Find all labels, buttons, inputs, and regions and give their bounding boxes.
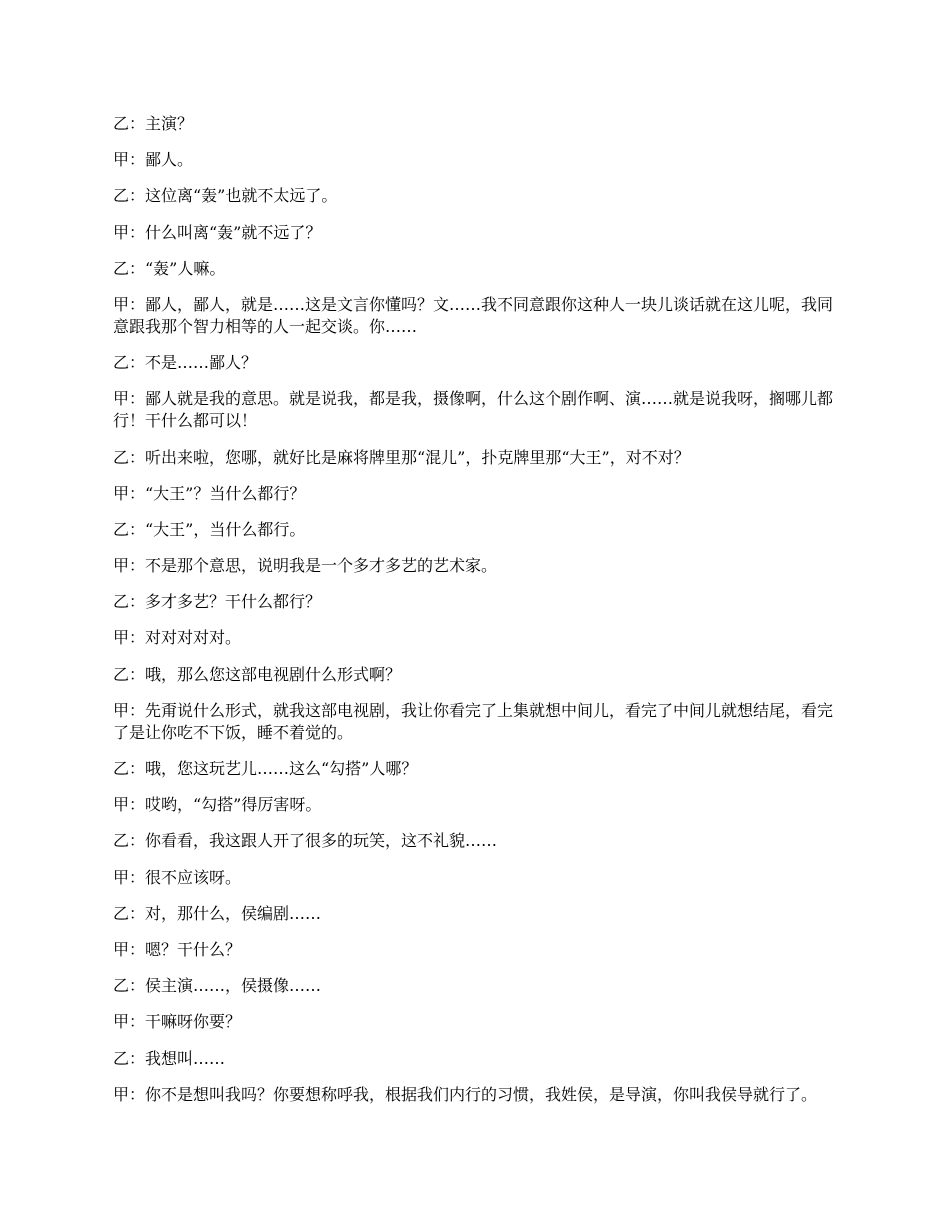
dialogue-line: 乙：哦，您这玩艺儿……这么“勾搭”人哪？ [113, 759, 418, 778]
dialogue-line: 甲：鄙人，鄙人，就是……这是文言你懂吗？文……我不同意跟你这种人一块儿谈话就在这儿呢，我同意跟我那个智力相等的人一起交谈。你…… [113, 294, 834, 336]
dialogue-line: 乙：主演？ [113, 114, 194, 133]
dialogue-document [113, 113, 848, 1120]
dialogue-line: 乙：这位离“轰”也就不太远了。 [113, 186, 338, 206]
dialogue-line: 甲：先甭说什么形式，就我这部电视剧，我让你看完了上集就想中间儿，看完了中间儿就想结尾，看完了是让你吃不下饭，睡不着觉的。 [113, 700, 834, 742]
dialogue-line: 甲：嗯？干什么？ [113, 939, 242, 959]
dialogue-line: 乙：哦，那么您这部电视剧什么形式啊？ [113, 664, 402, 684]
dialogue-line: 乙：我想叫…… [113, 1048, 226, 1068]
dialogue-line: 甲：你不是想叫我吗？你要想称呼我，根据我们内行的习惯，我姓侯，是导演，你叫我侯导就行了。 [113, 1084, 818, 1104]
dialogue-line: 甲：鄙人就是我的意思。就是说我，都是我，摄像啊，什么这个剧作啊、演……就是说我呀，搁哪儿都行！干什么都可以！ [113, 389, 834, 431]
dialogue-line: 乙：对，那什么，侯编剧…… [113, 903, 322, 923]
dialogue-line: 乙：多才多艺？干什么都行？ [113, 592, 322, 612]
dialogue-line: 乙：不是……鄙人？ [113, 353, 258, 373]
dialogue-line: 甲：什么叫离“轰”就不远了？ [113, 222, 322, 242]
dialogue-line: 甲：干嘛呀你要？ [113, 1012, 242, 1032]
dialogue-line: 乙：侯主演……，侯摄像…… [113, 976, 322, 996]
dialogue-line: 乙：听出来啦，您哪，就好比是麻将牌里那“混儿”，扑克牌里那“大王”，对不对？ [113, 447, 690, 467]
dialogue-line: 甲：鄙人。 [113, 150, 194, 170]
dialogue-line: 甲：“大王”？当什么都行？ [113, 483, 306, 503]
dialogue-line: 甲：不是那个意思，说明我是一个多才多艺的艺术家。 [113, 556, 498, 576]
dialogue-line: 甲：哎哟，“勾搭”得厉害呀。 [113, 795, 322, 815]
dialogue-line: 乙：“轰”人嘛。 [113, 258, 226, 278]
dialogue-line: 甲：对对对对对。 [113, 628, 242, 648]
dialogue-line: 乙：你看看，我这跟人开了很多的玩笑，这不礼貌…… [113, 831, 498, 851]
dialogue-line: 甲：很不应该呀。 [113, 867, 242, 887]
dialogue-line: 乙：“大王”，当什么都行。 [113, 519, 306, 539]
